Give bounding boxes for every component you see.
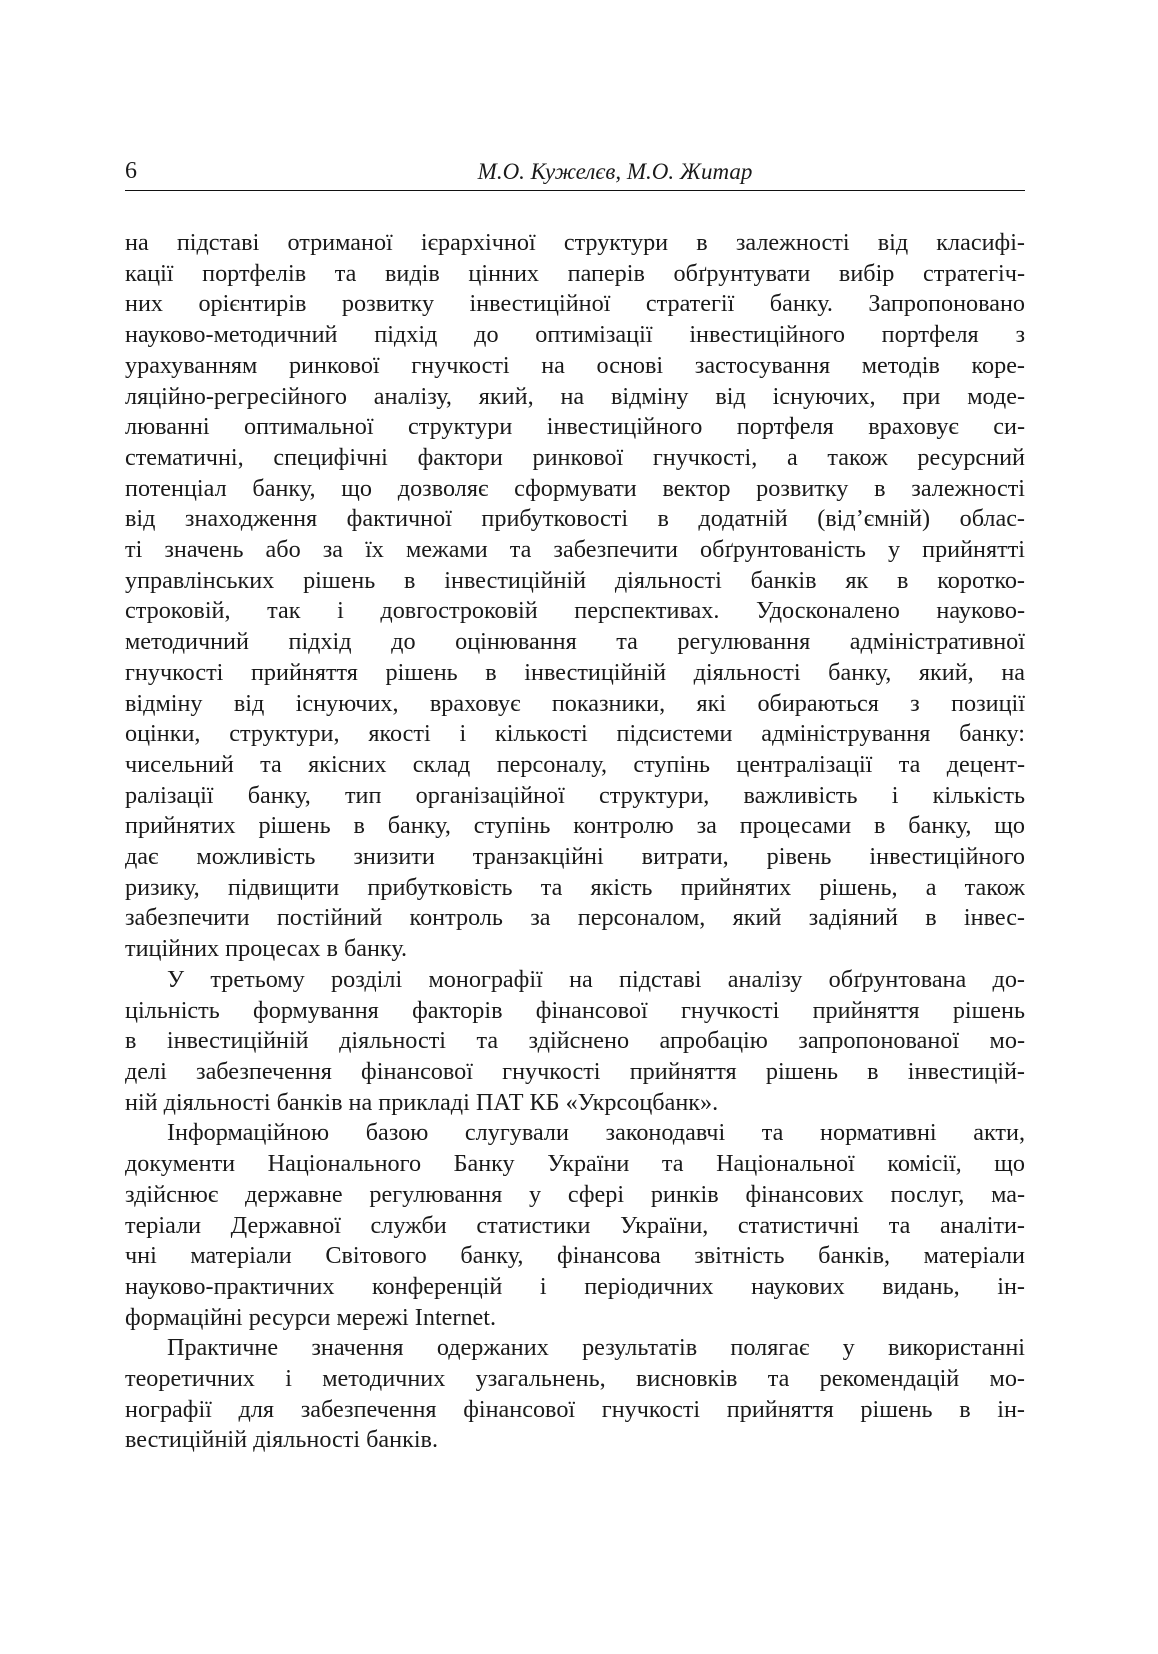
text-line: вестиційній діяльності банків. bbox=[125, 1426, 439, 1454]
text-line: нографії для забезпечення фінансової гнучкості прийняття рішень в ін- bbox=[125, 1395, 1025, 1423]
text-line: ралізації банку, тип організаційної структури, важливість і кількість bbox=[125, 781, 1025, 809]
text-line: Практичне значення одержаних результатів полягає у використанні bbox=[167, 1334, 1025, 1362]
text-line: Інформаційною базою слугували законодавчі та нормативні акти, bbox=[167, 1119, 1025, 1147]
text-line: тиційних процесах в банку. bbox=[125, 935, 408, 963]
author-running-head: М.О. Кужелєв, М.О. Житар bbox=[477, 159, 753, 184]
paragraph bbox=[125, 228, 1025, 965]
text-line: науково-методичний підхід до оптимізації інвестиційного портфеля з bbox=[125, 321, 1025, 349]
text-line: стематичні, специфічні фактори ринкової гнучкості, а також ресурсний bbox=[125, 443, 1025, 471]
text-line: теріали Державної служби статистики України, статистичні та аналіти- bbox=[125, 1211, 1025, 1239]
text-line: в інвестиційній діяльності та здійснено апробацію запропонованої мо- bbox=[125, 1027, 1025, 1055]
running-header bbox=[125, 150, 1025, 191]
text-line: ній діяльності банків на прикладі ПАТ КБ «Укрсоцбанк». bbox=[125, 1088, 719, 1116]
text-line: кації портфелів та видів цінних паперів обґрунтувати вибір стратегіч- bbox=[125, 259, 1025, 287]
text-line: відміну від існуючих, враховує показники, які обираються з позиції bbox=[125, 689, 1025, 717]
text-line: потенціал банку, що дозволяє сформувати вектор розвитку в залежності bbox=[125, 474, 1025, 502]
text-line: цільність формування факторів фінансової гнучкості прийняття рішень bbox=[125, 996, 1025, 1024]
text-line: від знаходження фактичної прибутковості в додатній (від’ємній) облас- bbox=[125, 505, 1025, 533]
text-line: документи Національного Банку України та Національної комісії, що bbox=[125, 1150, 1025, 1178]
text-line: оцінки, структури, якості і кількості підсистеми адміністрування банку: bbox=[125, 720, 1025, 748]
text-line: дає можливість знизити транзакційні витрати, рівень інвестиційного bbox=[125, 843, 1025, 871]
text-line: урахуванням ринкової гнучкості на основі застосування методів коре- bbox=[125, 351, 1025, 379]
text-line: теоретичних і методичних узагальнень, висновків та рекомендацій мо- bbox=[125, 1365, 1025, 1393]
text-line: науково-практичних конференцій і періодичних наукових видань, ін- bbox=[125, 1272, 1025, 1300]
text-line: прийнятих рішень в банку, ступінь контролю за процесами в банку, що bbox=[125, 812, 1025, 840]
text-line: делі забезпечення фінансової гнучкості прийняття рішень в інвестицій- bbox=[125, 1057, 1025, 1085]
paragraph bbox=[125, 1333, 1025, 1456]
paragraph bbox=[125, 965, 1025, 1119]
text-line: люванні оптимальної структури інвестиційного портфеля враховує си- bbox=[125, 413, 1025, 441]
text-line: ляційно-регресійного аналізу, який, на відміну від існуючих, при моде- bbox=[125, 382, 1025, 410]
text-line: управлінських рішень в інвестиційній діяльності банків як в коротко- bbox=[125, 566, 1025, 594]
paragraph bbox=[125, 1118, 1025, 1333]
text-line: методичний підхід до оцінювання та регулювання адміністративної bbox=[125, 628, 1025, 656]
text-line: гнучкості прийняття рішень в інвестиційній діяльності банку, який, на bbox=[125, 658, 1025, 686]
body-text bbox=[125, 228, 1025, 1456]
text-line: них орієнтирів розвитку інвестиційної стратегії банку. Запропоновано bbox=[125, 290, 1025, 318]
text-line: ризику, підвищити прибутковість та якість прийнятих рішень, а також bbox=[125, 873, 1025, 901]
text-line: У третьому розділі монографії на підставі аналізу обґрунтована до- bbox=[167, 965, 1025, 993]
text-line: чні матеріали Світового банку, фінансова звітність банків, матеріали bbox=[125, 1242, 1025, 1270]
text-line: строковій, так і довгостроковій перспективах. Удосконалено науково- bbox=[125, 597, 1025, 625]
page-number: 6 bbox=[125, 158, 137, 184]
text-line: здійснює державне регулювання у сфері ринків фінансових послуг, ма- bbox=[125, 1180, 1025, 1208]
text-line: ті значень або за їх межами та забезпечити обґрунтованість у прийнятті bbox=[125, 536, 1025, 564]
text-line: формаційні ресурси мережі Internet. bbox=[125, 1303, 497, 1331]
text-line: чисельний та якісних склад персоналу, ступінь централізації та децент- bbox=[125, 750, 1025, 778]
text-line: забезпечити постійний контроль за персоналом, який задіяний в інвес- bbox=[125, 904, 1025, 932]
text-line: на підставі отриманої ієрархічної структури в залежності від класифі- bbox=[125, 229, 1025, 256]
